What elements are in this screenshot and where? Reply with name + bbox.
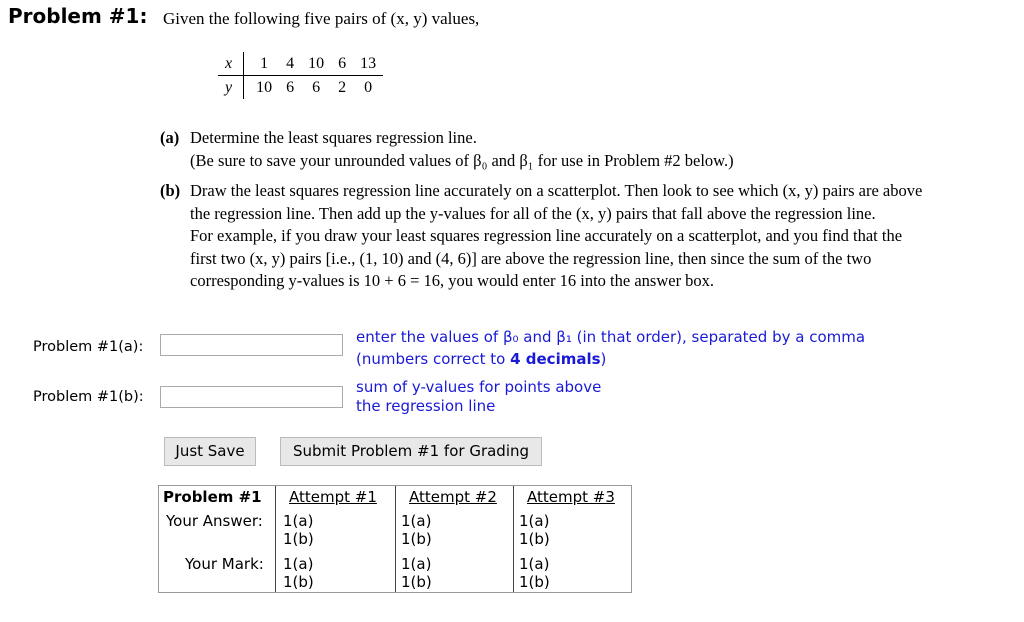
attempt-1-link[interactable]: Attempt #1 (289, 488, 377, 506)
problem-intro: Given the following five pairs of (x, y) values, (163, 9, 480, 28)
part-a-note: (Be sure to save your unrounded values of β₀ and β₁ for use in Problem #2 below.) (190, 150, 734, 170)
answer-b-hint (356, 378, 601, 416)
part-b-line: corresponding y-values is 10 + 6 = 16, you would enter 16 into the answer box. (190, 271, 715, 290)
answer-b-input[interactable] (160, 386, 343, 408)
y-cell: 0 (364, 79, 373, 96)
answer-1b: 1(b) (283, 530, 314, 548)
part-b-line: the regression line. Then add up the y-values for all of the (x, y) pairs that fall above the regression line. (190, 203, 876, 223)
attempt-3-link[interactable]: Attempt #3 (527, 488, 615, 506)
answer-a-label: Problem #1(a): (33, 339, 144, 355)
x-cell: 10 (301, 52, 331, 76)
y-cell: 6 (312, 79, 321, 96)
x-cell: 4 (279, 52, 301, 76)
answer-a-hint (356, 326, 865, 370)
mark-1b: 1(b) (283, 573, 314, 591)
x-cell: 13 (353, 52, 383, 76)
y-label: y (218, 76, 244, 100)
x-cell: 1 (244, 52, 280, 76)
part-b-line: first two (x, y) pairs [i.e., (1, 10) and (4, 6)] are above the regression line, then since the sum of the two (190, 248, 872, 268)
answer-b-hint-line2: the regression line (356, 397, 496, 415)
part-a-label: (a) (160, 128, 180, 147)
answer-b-label: Problem #1(b): (33, 389, 144, 405)
your-answer-label: Your Answer: (166, 512, 263, 530)
answer-2b: 1(b) (401, 530, 432, 548)
attempts-table (158, 485, 632, 593)
submit-button[interactable]: Submit Problem #1 for Grading (280, 437, 542, 466)
answer-a-input[interactable] (160, 334, 343, 356)
your-mark-label: Your Mark: (185, 555, 264, 573)
y-cell: 10 (256, 79, 273, 96)
x-label: x (218, 52, 244, 76)
x-cell: 6 (331, 52, 353, 76)
attempt-2-link[interactable]: Attempt #2 (409, 488, 497, 506)
attempts-header: Problem #1 (163, 488, 262, 506)
answer-a-hint-line1: enter the values of β₀ and β₁ (in that order), separated by a comma (356, 328, 866, 346)
mark-2a: 1(a) (401, 555, 432, 573)
answer-3a: 1(a) (519, 512, 550, 530)
answer-a-hint-line2: (numbers correct to 4 decimals) (356, 350, 607, 368)
page-title: Problem #1: (8, 4, 148, 28)
part-a-text: Determine the least squares regression line. (190, 128, 477, 147)
part-b-label: (b) (160, 181, 181, 200)
data-table (218, 52, 383, 99)
just-save-button[interactable]: Just Save (164, 437, 256, 466)
part-b-line: For example, if you draw your least squares regression line accurately on a scatterplot, and you find that the (190, 226, 903, 245)
part-b-line: Draw the least squares regression line accurately on a scatterplot. Then look to see which (x, y) pairs are above (190, 181, 923, 200)
part-a (160, 127, 1000, 172)
answer-1a: 1(a) (283, 512, 314, 530)
answer-b-hint-line1: sum of y-values for points above (356, 378, 602, 396)
y-cell: 2 (338, 79, 347, 96)
answer-3b: 1(b) (519, 530, 550, 548)
y-cell: 6 (286, 79, 295, 96)
answer-2a: 1(a) (401, 512, 432, 530)
mark-3b: 1(b) (519, 573, 550, 591)
mark-3a: 1(a) (519, 555, 550, 573)
mark-1a: 1(a) (283, 555, 314, 573)
part-b (160, 180, 1010, 293)
mark-2b: 1(b) (401, 573, 432, 591)
